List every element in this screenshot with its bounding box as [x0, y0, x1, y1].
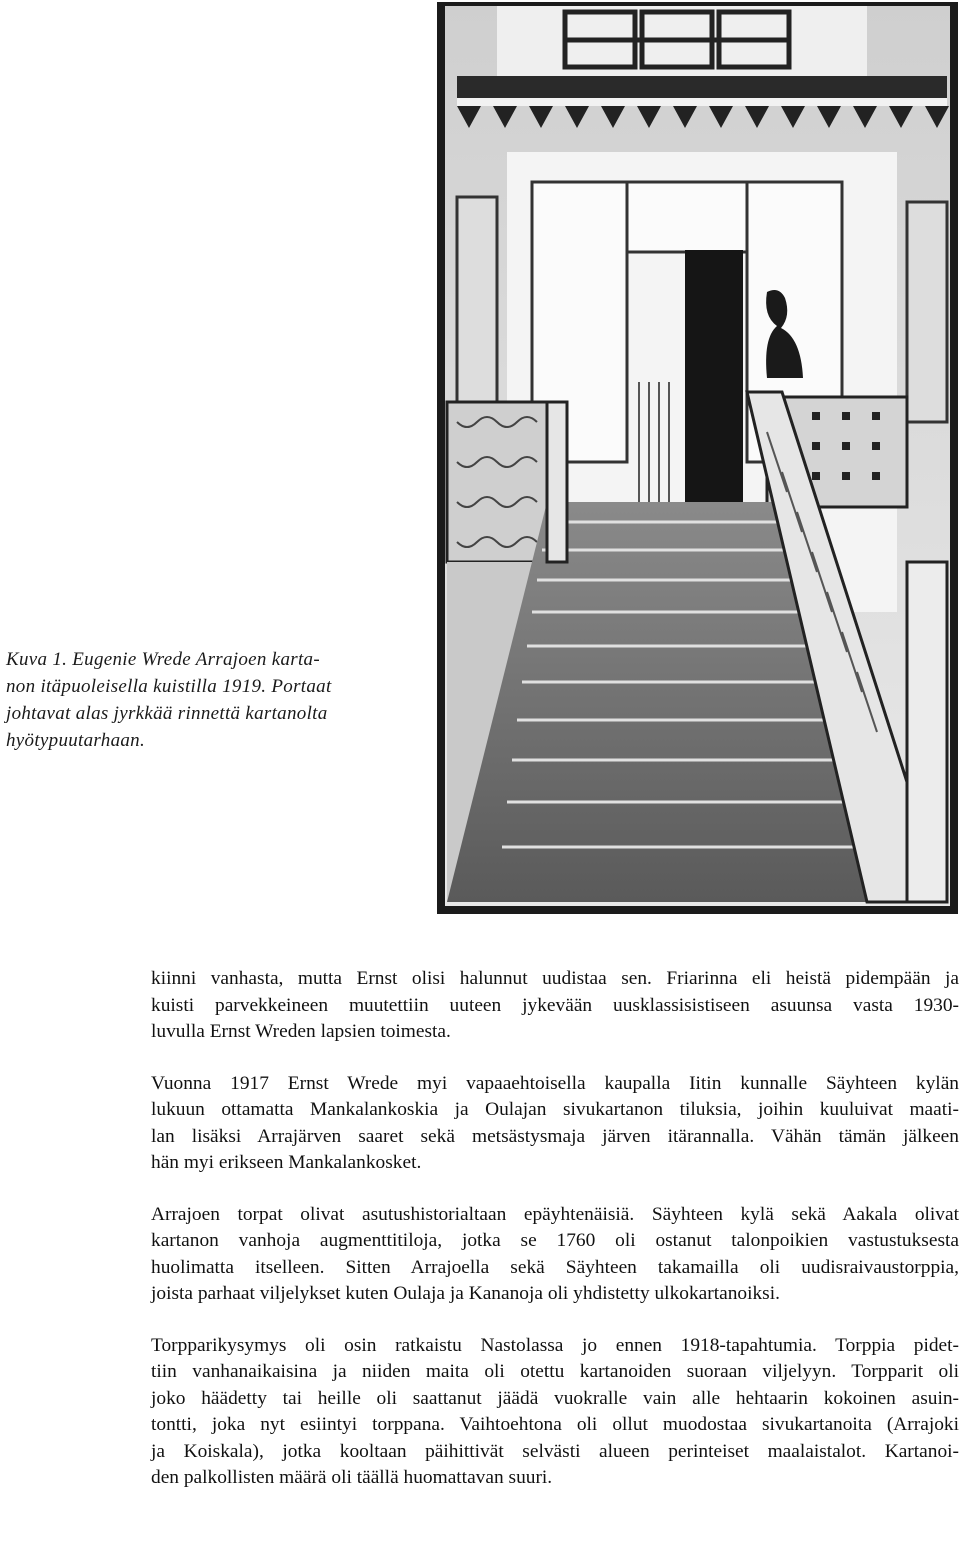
- text-line: Arrajoen torpat olivat asutushistorialtaan epäyhtenäisiä. Säyhteen kylä sekä Aakala olivat: [151, 1203, 959, 1225]
- paragraph: [151, 966, 959, 1046]
- caption-line: Kuva 1. Eugenie Wrede Arrajoen karta-: [6, 649, 320, 670]
- caption-line: hyötypuutarhaan.: [6, 730, 146, 751]
- body-text: [151, 966, 959, 1517]
- caption-line: johtavat alas jyrkkää rinnettä kartanolta: [6, 703, 328, 724]
- photo-caption: [6, 646, 406, 754]
- text-line: joista parhaat viljelykset kuten Oulaja ja Kananoja oli yhdistetty ulkokartanoiksi.: [151, 1283, 780, 1304]
- text-line: lan lisäksi Arrajärven saaret sekä metsästysmaja järven itärannalla. Vähän tämän jälkeen: [151, 1125, 959, 1147]
- text-line: huolimatta itselleen. Sitten Arrajoella sekä Säyhteen takamailla oli uudisraivaustorppia,: [151, 1256, 959, 1278]
- paragraph: [151, 1071, 959, 1177]
- text-line: Vuonna 1917 Ernst Wrede myi vapaaehtoisella kaupalla Iitin kunnalle Säyhteen kylän: [151, 1072, 959, 1094]
- caption-line: non itäpuoleisella kuistilla 1919. Portaat: [6, 676, 332, 697]
- text-line: luvulla Ernst Wreden lapsien toimesta.: [151, 1021, 451, 1042]
- porch-photo: [437, 2, 958, 914]
- text-line: kuisti parvekkeineen muutettiin uuteen jykevään uusklassisistiseen asuunsa vasta 1930-: [151, 994, 959, 1016]
- text-line: ja Koiskala), jotka kooltaan päihittivät selvästi alueen perinteiset maalaistalot. Kartanoi-: [151, 1440, 959, 1462]
- text-line: hän myi erikseen Mankalankosket.: [151, 1152, 422, 1173]
- text-line: tiin vanhanaikaisina ja niiden maita oli otettu kartanoiden suoraan viljelyyn. Torpparit oli: [151, 1361, 959, 1382]
- text-line: kartanon vanhoja augmenttitiloja, jotka se 1760 oli ostanut talonpoikien vastustuksesta: [151, 1230, 959, 1251]
- text-line: tontti, joka nyt esiintyi torppana. Vaihtoehtona oli ollut muodostaa sivukartanoita (Arrajoki: [151, 1414, 959, 1435]
- text-line: kiinni vanhasta, mutta Ernst olisi halunnut uudistaa sen. Friarinna eli heistä pidempään ja: [151, 968, 959, 989]
- text-line: den palkollisten määrä oli täällä huomattavan suuri.: [151, 1467, 553, 1488]
- paragraph: [151, 1202, 959, 1308]
- text-line: lukuun ottamatta Mankalankoskia ja Oulajan sivukartanon tiluksia, joihin kuuluivat maati-: [151, 1099, 959, 1120]
- text-line: Torpparikysymys oli osin ratkaistu Nastolassa jo ennen 1918-tapahtumia. Torppia pidet-: [151, 1334, 959, 1356]
- paragraph: [151, 1333, 959, 1492]
- text-line: joko häädetty tai heille oli saattanut jäädä vuokralle vain alle hehtaarin kokoinen asuin-: [151, 1387, 959, 1409]
